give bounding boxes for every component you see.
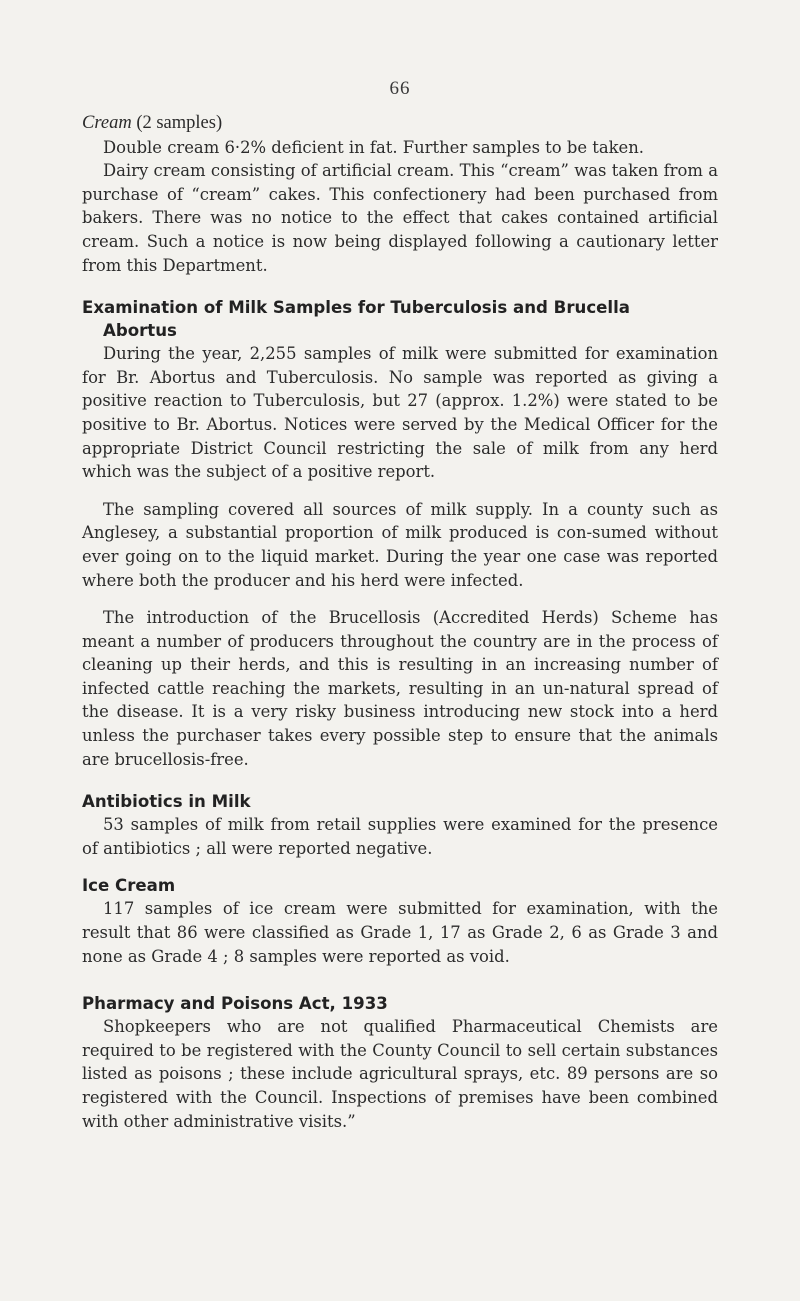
antibiotics-heading: Antibiotics in Milk xyxy=(82,792,251,812)
cream-paragraph-2: Dairy cream consisting of artificial cream. This “cream” was taken from a purchase of “cream” cakes. This confectionery had been purchased from bakers. There was no notice to the effect that cakes contained artificial cream. Such a notice is now being displayed following a cautionary letter from this Department. xyxy=(82,161,718,275)
cream-subheading xyxy=(82,112,718,136)
milk-tb-heading-line-1: Examination of Milk Samples for Tuberculosis and Brucella xyxy=(82,298,630,318)
milk-tb-heading-line-2: Abortus xyxy=(103,321,177,341)
cream-section xyxy=(82,112,718,277)
page-content xyxy=(82,112,718,1133)
milk-tb-paragraph-3: The introduction of the Brucellosis (Accredited Herds) Scheme has meant a number of producers throughout the country are in the process of cleaning up their herds, and this is resulting in an increasing number of infected cattle reaching the markets, resulting in an un-natural spread of the disease. It is a very risky business introducing new stock into a herd unless the purchaser takes every possible step to ensure that the animals are brucellosis-free. xyxy=(82,608,718,769)
cream-title: Cream xyxy=(82,113,132,133)
milk-tb-section xyxy=(82,296,718,771)
ice-cream-paragraph: 117 samples of ice cream were submitted for examination, with the result that 86 were classified as Grade 1, 17 as Grade 2, 6 as Grade 3 and none as Grade 4 ; 8 samples were reported as void. xyxy=(82,899,718,966)
milk-tb-paragraph-1: During the year, 2,255 samples of milk were submitted for examination for Br. Abortus and Tuberculosis. No sample was reported as giving a positive reaction to Tuberculosis, but 27 (approx. 1.2%) were stated to be positive to Br. Abortus. Notices were served by the Medical Officer for the appropriate District Council restricting the sale of milk from any herd which was the subject of a positive report. xyxy=(82,344,718,482)
milk-tb-paragraph-2: The sampling covered all sources of milk supply. In a county such as Anglesey, a substantial proportion of milk produced is con-sumed without ever going on to the liquid market. During the year one case was reported where both the producer and his herd were infected. xyxy=(82,499,718,590)
milk-tb-heading xyxy=(82,296,718,342)
cream-paragraph-1: Double cream 6·2% deficient in fat. Further samples to be taken. xyxy=(103,137,645,157)
cream-sample-count: (2 samples) xyxy=(136,113,223,133)
ice-cream-section xyxy=(82,874,718,968)
antibiotics-paragraph: 53 samples of milk from retail supplies were examined for the presence of antibiotics ; all were reported negative. xyxy=(82,815,718,858)
pharmacy-section xyxy=(82,992,718,1133)
pharmacy-heading: Pharmacy and Poisons Act, 1933 xyxy=(82,994,388,1014)
ice-cream-heading: Ice Cream xyxy=(82,876,176,896)
antibiotics-section xyxy=(82,790,718,860)
pharmacy-paragraph: Shopkeepers who are not qualified Pharmaceutical Chemists are required to be registered with the County Council to sell certain substances listed as poisons ; these include agricultural sprays, etc. 89 persons are so registered with the Council. Inspections of premises have been combined with other administrative visits.” xyxy=(82,1017,718,1131)
page-number: 66 xyxy=(389,78,411,99)
